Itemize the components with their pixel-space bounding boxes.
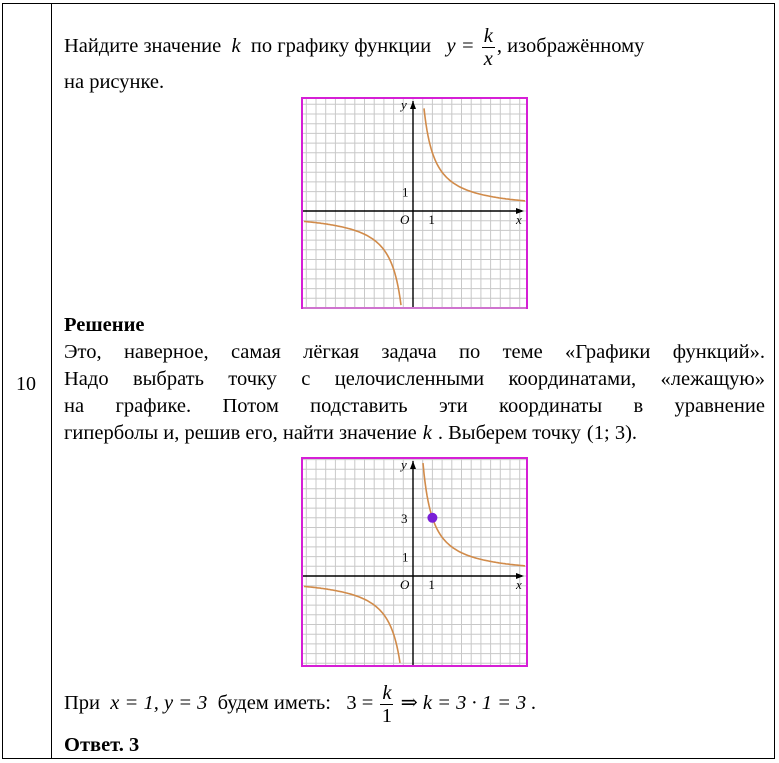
y-axis-label: y: [401, 457, 407, 472]
word: «Графики: [565, 341, 651, 363]
y-axis-label: y: [401, 97, 407, 112]
word: лёгкая: [303, 341, 360, 363]
graph-hyperbola: [301, 97, 528, 309]
word: функций».: [672, 341, 765, 363]
word: на: [64, 395, 85, 417]
solution-line-1: [64, 339, 765, 366]
word: графике.: [115, 395, 192, 417]
word: подставить: [310, 395, 408, 417]
problem-line-2: на рисунке.: [64, 71, 165, 93]
x-tick-1: 1: [428, 577, 435, 592]
fraction-k-over-x: $\frac{k}{x}$: [483, 25, 493, 70]
solution-line-4: гиперболы и, решив его, найти значение k . Выберем точку (1; 3) .: [64, 422, 638, 444]
word: наверное,: [123, 341, 209, 363]
origin-label: O: [400, 577, 410, 592]
word: Потом: [222, 395, 279, 417]
word: Это,: [64, 341, 102, 363]
word: точку: [228, 368, 277, 390]
word: задача: [381, 341, 437, 363]
word: координаты: [499, 395, 603, 417]
word: выбрать: [132, 368, 204, 390]
word: самая: [230, 341, 281, 363]
word: по: [459, 341, 481, 363]
solution-line-3: [64, 393, 765, 420]
task-number-cell: [2, 3, 52, 759]
word: целочисленными: [334, 368, 485, 390]
x-axis-label: x: [516, 577, 522, 592]
task-number: 10: [16, 373, 36, 395]
word: Надо: [64, 368, 109, 390]
word: эти: [438, 395, 468, 417]
origin-label: O: [400, 212, 410, 227]
final-computation: При x = 1, y = 3 будем иметь: 3 = $\frac{k}{1}$ ⇒ k = 3 · 1 = 3 .: [64, 682, 537, 727]
solution-heading: Решение: [64, 314, 145, 336]
point-1-3: [427, 513, 437, 523]
answer: Ответ. 3: [64, 734, 140, 756]
y-tick-1: 1: [402, 549, 409, 565]
word: теме: [502, 341, 543, 363]
word: «лежащую»: [660, 368, 765, 390]
solution-line-2: [64, 366, 765, 393]
word: уравнение: [674, 395, 765, 417]
solution-paragraph: [64, 339, 765, 447]
problem-line-1: Найдите значение k по графику функции y = $\frac{k}{x}$ , изображённому: [64, 25, 645, 70]
graph-hyperbola-with-point: [301, 457, 528, 667]
word: координатами,: [508, 368, 637, 390]
y-tick-3: 3: [401, 510, 408, 526]
x-tick-1: 1: [428, 212, 435, 227]
x-axis-label: x: [516, 212, 522, 227]
word: с: [301, 368, 311, 390]
fraction-k-over-1: $\frac{k}{1}$: [381, 682, 393, 727]
word: в: [633, 395, 644, 417]
y-tick-1: 1: [402, 184, 409, 200]
